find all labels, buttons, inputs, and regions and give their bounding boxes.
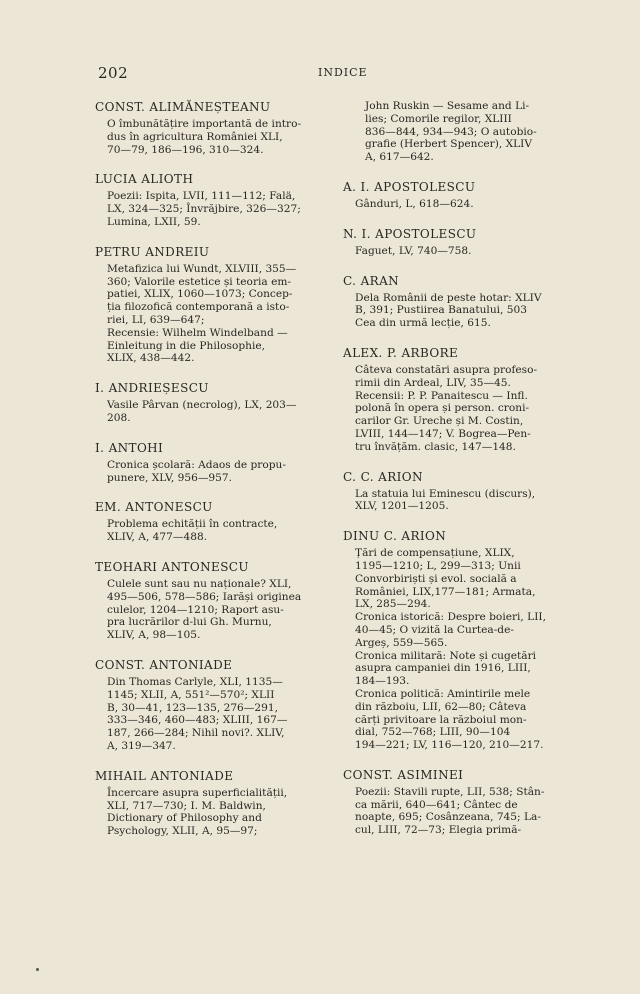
entry-line: grafie (Herbert Spencer), XLIV — [365, 138, 532, 151]
entry-line: Cea din urmă lecție, 615. — [355, 317, 491, 330]
entry-works — [107, 399, 332, 425]
entry-line: carilor Gr. Ureche și M. Costin, — [355, 415, 524, 428]
index-entry — [95, 500, 332, 544]
entry-works — [355, 245, 580, 258]
index-entry — [343, 274, 580, 330]
index-entry — [343, 768, 580, 837]
entry-line: Țări de compensațiune, XLIX, — [355, 547, 515, 560]
entry-line: noapte, 695; Cosânzeana, 745; La- — [355, 811, 541, 824]
index-entry — [343, 346, 580, 454]
entry-line: Lumina, LXII, 59. — [107, 215, 201, 228]
right-column — [343, 100, 580, 853]
entry-line: tru învățăm. clasic, 147—148. — [355, 440, 516, 453]
entry-line: 1145; XLII, A, 551²—570²; XLII — [107, 688, 275, 701]
entry-line: XLIX, 438—442. — [107, 352, 195, 365]
entry-line: Psychology, XLII, A, 95—97; — [107, 825, 258, 838]
entry-line: Culele sunt sau nu naționale? XLI, — [107, 577, 292, 590]
entry-line: lies; Comorile regilor, XLIII — [365, 112, 512, 125]
entry-line: dus în agricultura României XLI, — [107, 130, 283, 143]
index-entry — [343, 470, 580, 514]
index-entry — [95, 769, 332, 838]
entry-author: CONST. ANTONIADE — [95, 657, 233, 672]
entry-line: LX, 285—294. — [355, 598, 431, 611]
entry-author: ALEX. P. ARBORE — [343, 345, 459, 360]
entry-line: XLV, 1201—1205. — [355, 500, 449, 513]
entry-author: C. C. ARION — [343, 469, 423, 484]
entry-works — [355, 198, 580, 211]
entry-line: pra lucrărilor d-lui Gh. Murnu, — [107, 616, 272, 629]
entry-line: punere, XLV, 956—957. — [107, 471, 233, 484]
entry-works — [355, 488, 580, 514]
entry-works — [107, 263, 332, 365]
entry-line: A, 319—347. — [107, 739, 176, 752]
index-entry — [95, 381, 332, 425]
entry-line: Vasile Pârvan (necrolog), LX, 203— — [107, 399, 297, 412]
entry-line: Cronica istorică: Despre boieri, LII, — [355, 611, 546, 624]
entry-line: Dictionary of Philosophy and — [107, 812, 262, 825]
entry-line: Metafizica lui Wundt, XLVIII, 355— — [107, 262, 297, 275]
entry-line: ca mării, 640—641; Cântec de — [355, 798, 518, 811]
entry-line: 836—844, 934—943; O autobio- — [365, 125, 537, 138]
entry-line: Recensii: P. P. Panaitescu — Infl. — [355, 389, 528, 402]
entry-line: asupra campaniei din 1916, LIII, — [355, 662, 531, 675]
entry-line: Cronica politică: Amintirile mele — [355, 687, 531, 700]
entry-line: polonă în opera și person. croni- — [355, 402, 530, 415]
entry-author: EM. ANTONESCU — [95, 500, 213, 515]
entry-line: XLI, 717—730; I. M. Baldwin, — [107, 799, 266, 812]
entry-works — [355, 364, 580, 454]
index-entry — [343, 529, 580, 752]
entry-line: XLIV, A, 98—105. — [107, 629, 201, 642]
entry-works — [107, 787, 332, 838]
entry-author: I. ANDRIEȘESCU — [95, 381, 209, 396]
index-entry — [95, 658, 332, 753]
index-entry — [95, 245, 332, 365]
entry-line: Poezii: Ispita, LVII, 111—112; Falä, — [107, 190, 296, 203]
entry-line: riei, LI, 639—647; — [107, 313, 205, 326]
page-number: 202 — [98, 64, 129, 82]
entry-line: 187, 266—284; Nihil novi?. XLIV, — [107, 727, 285, 740]
entry-author: LUCIA ALIOTH — [95, 172, 194, 187]
entry-works — [107, 578, 332, 642]
entry-works — [355, 292, 580, 330]
entry-line: culelor, 1204—1210; Raport asu- — [107, 603, 284, 616]
entry-line: LVIII, 144—147; V. Bogrea—Pen- — [355, 427, 531, 440]
entry-line: A, 617—642. — [365, 151, 434, 164]
page-header — [98, 64, 640, 84]
entry-line: Argeș, 559—565. — [355, 636, 448, 649]
entry-works — [107, 676, 332, 753]
entry-works — [107, 459, 332, 485]
entry-line: Convorbiriști și evol. socială a — [355, 572, 517, 585]
entry-line: cărți privitoare la războiul mon- — [355, 713, 527, 726]
entry-author: A. I. APOSTOLESCU — [343, 179, 476, 194]
entry-line: Faguet, LV, 740—758. — [355, 244, 472, 257]
entry-line: rimii din Ardeal, LIV, 35—45. — [355, 376, 511, 389]
entry-line: Poezii: Stavili rupte, LII, 538; Stân- — [355, 785, 545, 798]
entry-line: patiei, XLIX, 1060—1073; Concep- — [107, 288, 293, 301]
entry-line: 208. — [107, 411, 131, 424]
index-entry — [343, 100, 580, 164]
entry-line: John Ruskin — Sesame and Li- — [365, 100, 530, 112]
entry-line: cul, LIII, 72—73; Elegia primă- — [355, 824, 522, 837]
entry-author: I. ANTOHI — [95, 440, 164, 455]
entry-line: Cronica școlară: Adaos de propu- — [107, 458, 286, 471]
entry-line: Din Thomas Carlyle, XLI, 1135— — [107, 675, 283, 688]
entry-works — [355, 786, 580, 837]
entry-line: 40—45; O vizită la Curtea-de- — [355, 623, 514, 636]
entry-line: B, 30—41, 123—135, 276—291, — [107, 701, 278, 714]
index-entry — [95, 172, 332, 228]
entry-line: Cronica militară: Note și cugetări — [355, 649, 537, 662]
entry-line: Dela Românii de peste hotar: XLIV — [355, 291, 542, 304]
entry-works — [107, 190, 332, 228]
entry-author: CONST. ASIMINEI — [343, 767, 464, 782]
entry-line: României, LIX,177—181; Armata, — [355, 585, 536, 598]
entry-works — [107, 518, 332, 544]
entry-author: DINU C. ARION — [343, 529, 447, 544]
entry-line: XLIV, A, 477—488. — [107, 531, 208, 544]
entry-line: O îmbunătățire importantă de intro- — [107, 118, 302, 130]
entry-line: 70—79, 186—196, 310—324. — [107, 143, 264, 156]
entry-line: B, 391; Pustiirea Banatului, 503 — [355, 304, 527, 317]
entry-line: LX, 324—325; Învrăjbire, 326—327; — [107, 203, 301, 216]
entry-author: CONST. ALIMĂNEȘTEANU — [95, 100, 271, 114]
entry-line: Problema echității în contracte, — [107, 518, 278, 531]
entry-line: 495—506, 578—586; Iarăși originea — [107, 590, 302, 603]
entry-works — [107, 118, 332, 156]
index-entry — [343, 227, 580, 258]
entry-author: C. ARAN — [343, 273, 400, 288]
entry-line: 333—346, 460—483; XLIII, 167— — [107, 714, 288, 727]
entry-line: 360; Valorile estetice și teoria em- — [107, 275, 291, 288]
entry-author: N. I. APOSTOLESCU — [343, 226, 477, 241]
entry-line: 1195—1210; L, 299—313; Unii — [355, 559, 521, 572]
index-entry — [95, 441, 332, 485]
entry-line: 184—193. — [355, 675, 410, 688]
index-entry — [95, 560, 332, 642]
left-column — [95, 100, 332, 854]
entry-works — [365, 100, 580, 164]
entry-line: La statuia lui Eminescu (discurs), — [355, 487, 536, 500]
entry-line: din războiu, LII, 62—80; Câteva — [355, 700, 527, 713]
index-entry — [343, 180, 580, 211]
entry-line: dial, 752—768; LIII, 90—104 — [355, 726, 511, 739]
index-entry — [95, 100, 332, 156]
entry-line: Recensie: Wilhelm Windelband — — [107, 326, 288, 339]
entry-line: 194—221; LV, 116—120, 210—217. — [355, 739, 544, 752]
entry-line: ția filozofică contemporană a isto- — [107, 301, 290, 314]
entry-author: MIHAIL ANTONIADE — [95, 768, 234, 783]
page-speck — [36, 968, 39, 971]
running-title: INDICE — [318, 66, 368, 79]
entry-line: Gânduri, L, 618—624. — [355, 197, 474, 210]
entry-author: TEOHARI ANTONESCU — [95, 559, 249, 574]
entry-line: Încercare asupra superficialității, — [107, 786, 288, 799]
entry-works — [355, 547, 580, 752]
entry-line: Câteva constatări asupra profeso- — [355, 363, 538, 376]
entry-author: PETRU ANDREIU — [95, 244, 210, 259]
entry-line: Einleitung in die Philosophie, — [107, 339, 265, 352]
